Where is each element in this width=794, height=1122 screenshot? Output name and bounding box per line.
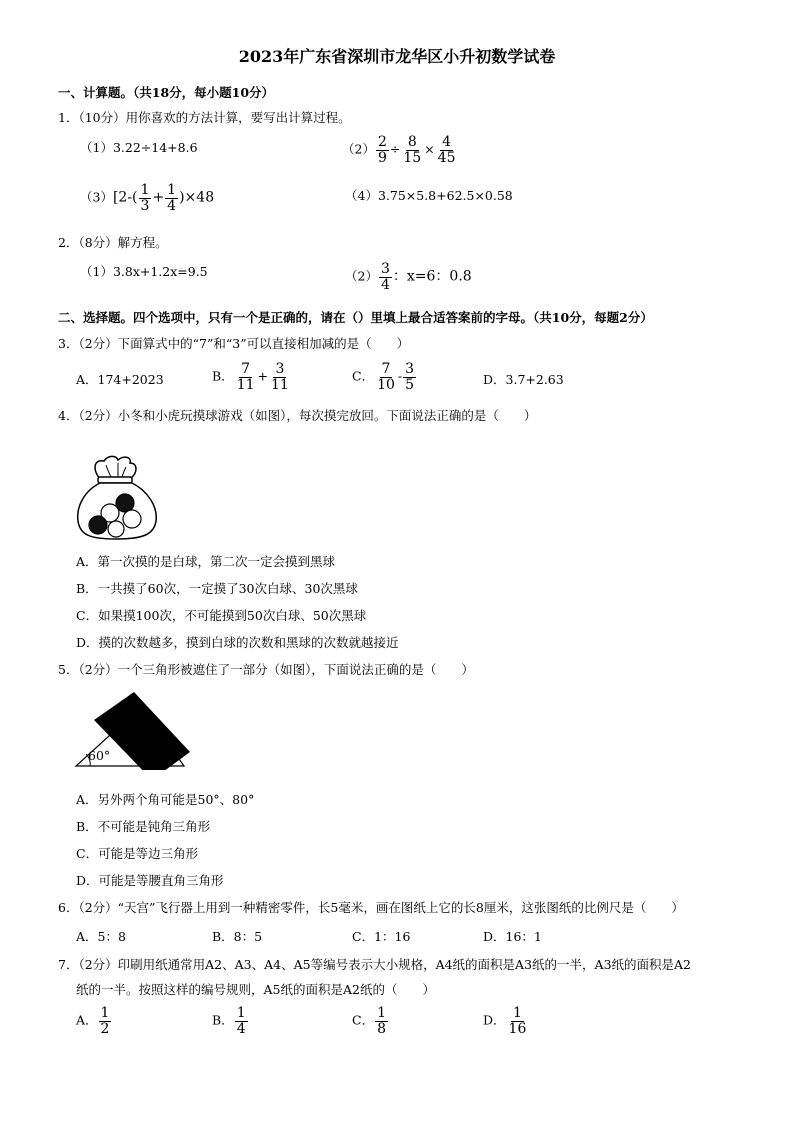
q4-option-d: D．摸的次数越多，摸到白球的次数和黑球的次数就越接近 <box>76 635 399 650</box>
section-1-heading: 一、计算题。（共18分，每小题10分） <box>58 85 275 100</box>
page-title: 2023年广东省深圳市龙华区小升初数学试卷 <box>238 47 556 66</box>
q1-part4: （4）3.75×5.8+62.5×0.58 <box>345 188 513 203</box>
q4-option-b: B．一共摸了60次，一定摸了30次白球、30次黑球 <box>76 581 358 596</box>
q7-stem-line2: 纸的一半。按照这样的编号规则，A5纸的面积是A2纸的（ ） <box>76 982 435 997</box>
white-ball <box>108 521 124 537</box>
q5-option-b: B．不可能是钝角三角形 <box>76 819 211 834</box>
q6-option-a: A．5：8 <box>76 929 126 944</box>
q1-part3: （3）[2-( $\frac{1}{3}$ + $\frac{1}{4}$ )×48 <box>80 182 215 214</box>
q1-stem: 1．（10分）用你喜欢的方法计算，要写出计算过程。 <box>58 110 351 125</box>
q3-option-d: D．3.7+2.63 <box>483 372 564 387</box>
q3-option-b: B． $\frac{7}{11}$ + $\frac{3}{11}$ <box>212 361 289 393</box>
q1-part1: （1）3.22÷14+8.6 <box>80 140 198 155</box>
q5-stem: 5．（2分）一个三角形被遮住了一部分（如图），下面说法正确的是（ ） <box>58 662 474 677</box>
q6-stem: 6．（2分）“天宫”飞行器上用到一种精密零件，长5毫米，画在图纸上它的长8厘米，这张图纸的比例尺是（ ） <box>58 900 684 915</box>
section-2-heading: 二、选择题。四个选项中，只有一个是正确的，请在（）里填上最合适答案前的字母。（共10分，每题2分） <box>58 310 653 325</box>
q3-option-c: C． $\frac{7}{10}$ - $\frac{3}{5}$ <box>352 361 415 393</box>
q5-option-a: A．另外两个角可能是50°、80° <box>76 792 255 807</box>
q6-option-b: B．8：5 <box>212 929 263 944</box>
q7-option-b: B． $\frac{1}{4}$ <box>212 1005 246 1037</box>
q2-stem: 2．（8分）解方程。 <box>58 235 168 250</box>
q7-option-c: C． $\frac{1}{8}$ <box>352 1005 386 1037</box>
angle-label: 60° <box>88 748 111 763</box>
q4-option-a: A．第一次摸的是白球，第二次一定会摸到黑球 <box>76 554 336 569</box>
q3-stem: 3．（2分）下面算式中的“7”和“3”可以直接相加减的是（ ） <box>58 336 410 351</box>
white-ball <box>123 510 141 528</box>
q3-option-a: A．174+2023 <box>76 372 164 387</box>
q2-part2: （2） $\frac{3}{4}$ ：x=6：0.8 <box>345 261 472 293</box>
q1-part2: （2） $\frac{2}{9}$ ÷ $\frac{8}{15}$ × $\frac{4}{45}$ <box>342 134 456 166</box>
black-ball <box>89 516 107 534</box>
q4-stem: 4．（2分）小冬和小虎玩摸球游戏（如图），每次摸完放回。下面说法正确的是（ ） <box>58 408 537 423</box>
q4-option-c: C．如果摸100次，不可能摸到50次白球、50次黑球 <box>76 608 367 623</box>
q7-option-d: D． $\frac{1}{16}$ <box>483 1005 527 1037</box>
q6-option-d: D．16：1 <box>483 929 542 944</box>
ball-bag-figure <box>72 455 162 543</box>
q5-option-c: C．可能是等边三角形 <box>76 846 199 861</box>
q7-stem-line1: 7．（2分）印刷用纸通常用A2、A3、A4、A5等编号表示大小规格，A4纸的面积是A3纸的一半，A3纸的面积是A2 <box>58 957 691 972</box>
q5-option-d: D．可能是等腰直角三角形 <box>76 873 224 888</box>
q7-option-a: A． $\frac{1}{2}$ <box>76 1005 110 1037</box>
q6-option-c: C．1：16 <box>352 929 411 944</box>
q2-part1: （1）3.8x+1.2x=9.5 <box>80 264 208 279</box>
